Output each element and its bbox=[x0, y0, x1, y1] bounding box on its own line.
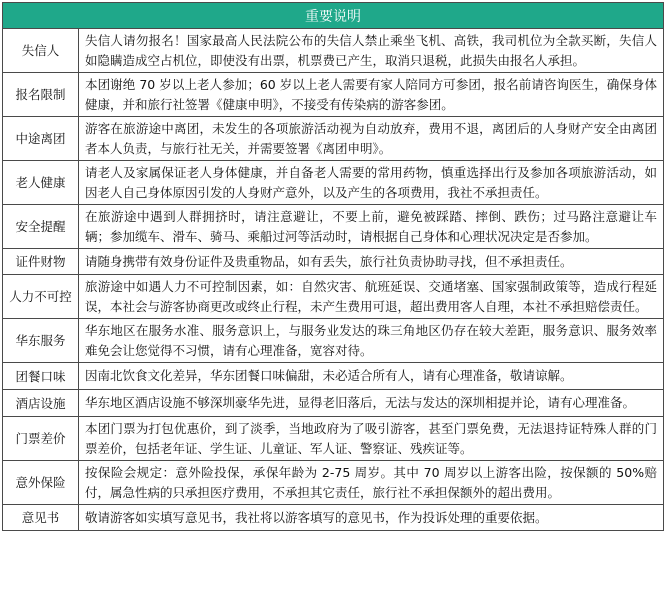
row-text: 敬请游客如实填写意见书，我社将以游客填写的意见书，作为投诉处理的重要依据。 bbox=[79, 505, 664, 531]
row-text: 游客在旅游途中离团，未发生的各项旅游活动视为自动放弃，费用不退，离团后的人身财产安全由离团者本人负责，与旅行社无关，并需要签署《离团申明》。 bbox=[79, 117, 664, 161]
table-row bbox=[3, 249, 664, 275]
row-label: 失信人 bbox=[3, 29, 79, 73]
row-text: 旅游途中如遇人力不可控制因素，如：自然灾害、航班延误、交通堵塞、国家强制政策等，造成行程延误，本社会与游客协商更改或终止行程，未产生费用可退，超出费用客人自理，本社不承担赔偿责任。 bbox=[79, 275, 664, 319]
row-text: 按保险会规定：意外险投保，承保年龄为 2-75 周岁。其中 70 周岁以上游客出险，按保额的 50%赔付，属急性病的只承担医疗费用，不承担其它责任，旅行社不承担保额外的超出费用。 bbox=[79, 461, 664, 505]
row-text: 请老人及家属保证老人身体健康，并自备老人需要的常用药物，慎重选择出行及参加各项旅游活动，如因老人自己身体原因引发的人身财产意外，以及产生的各项费用，我社不承担责任。 bbox=[79, 161, 664, 205]
row-text: 在旅游途中遇到人群拥挤时，请注意避让，不要上前，避免被踩踏、摔倒、跌伤；过马路注意避让车辆；参加缆车、滑车、骑马、乘船过河等活动时，请根据自己身体和心理状况决定是否参加。 bbox=[79, 205, 664, 249]
row-text: 请随身携带有效身份证件及贵重物品，如有丢失，旅行社负责协助寻找，但不承担责任。 bbox=[79, 249, 664, 275]
table-row bbox=[3, 161, 664, 205]
row-label: 中途离团 bbox=[3, 117, 79, 161]
row-label: 老人健康 bbox=[3, 161, 79, 205]
table-row bbox=[3, 205, 664, 249]
row-text: 华东地区在服务水准、服务意识上，与服务业发达的珠三角地区仍存在较大差距，服务意识、服务效率难免会让您觉得不习惯，请有心理准备，宽容对待。 bbox=[79, 319, 664, 363]
table-row bbox=[3, 363, 664, 390]
table-row bbox=[3, 275, 664, 319]
row-text: 本团谢绝 70 岁以上老人参加；60 岁以上老人需要有家人陪同方可参团，报名前请咨询医生，确保身体健康，并和旅行社签署《健康申明》，不接受有传染病的游客参团。 bbox=[79, 73, 664, 117]
row-label: 意见书 bbox=[3, 505, 79, 531]
row-label: 人力不可控 bbox=[3, 275, 79, 319]
header-row bbox=[3, 3, 664, 29]
table-row bbox=[3, 29, 664, 73]
row-text: 失信人请勿报名！国家最高人民法院公布的失信人禁止乘坐飞机、高铁，我司机位为全款买断，失信人如隐瞒造成空占机位，即使没有出票，机票费已产生，取消只退税，此损失由报名人承担。 bbox=[79, 29, 664, 73]
row-label: 意外保险 bbox=[3, 461, 79, 505]
row-label: 华东服务 bbox=[3, 319, 79, 363]
table-row bbox=[3, 117, 664, 161]
table-row bbox=[3, 319, 664, 363]
row-label: 门票差价 bbox=[3, 417, 79, 461]
table-row bbox=[3, 505, 664, 531]
row-text: 本团门票为打包优惠价，到了淡季，当地政府为了吸引游客，甚至门票免费，无法退持证特殊人群的门票差价，包括老年证、学生证、儿童证、军人证、警察证、残疾证等。 bbox=[79, 417, 664, 461]
row-label: 报名限制 bbox=[3, 73, 79, 117]
notice-table bbox=[2, 2, 664, 531]
row-label: 安全提醒 bbox=[3, 205, 79, 249]
row-label: 团餐口味 bbox=[3, 363, 79, 390]
table-title: 重要说明 bbox=[3, 3, 664, 29]
table-row bbox=[3, 390, 664, 417]
row-label: 酒店设施 bbox=[3, 390, 79, 417]
table-row bbox=[3, 73, 664, 117]
table-row bbox=[3, 417, 664, 461]
table-row bbox=[3, 461, 664, 505]
row-label: 证件财物 bbox=[3, 249, 79, 275]
row-text: 华东地区酒店设施不够深圳豪华先进，显得老旧落后，无法与发达的深圳相提并论，请有心理准备。 bbox=[79, 390, 664, 417]
row-text: 因南北饮食文化差异，华东团餐口味偏甜，未必适合所有人，请有心理准备，敬请谅解。 bbox=[79, 363, 664, 390]
